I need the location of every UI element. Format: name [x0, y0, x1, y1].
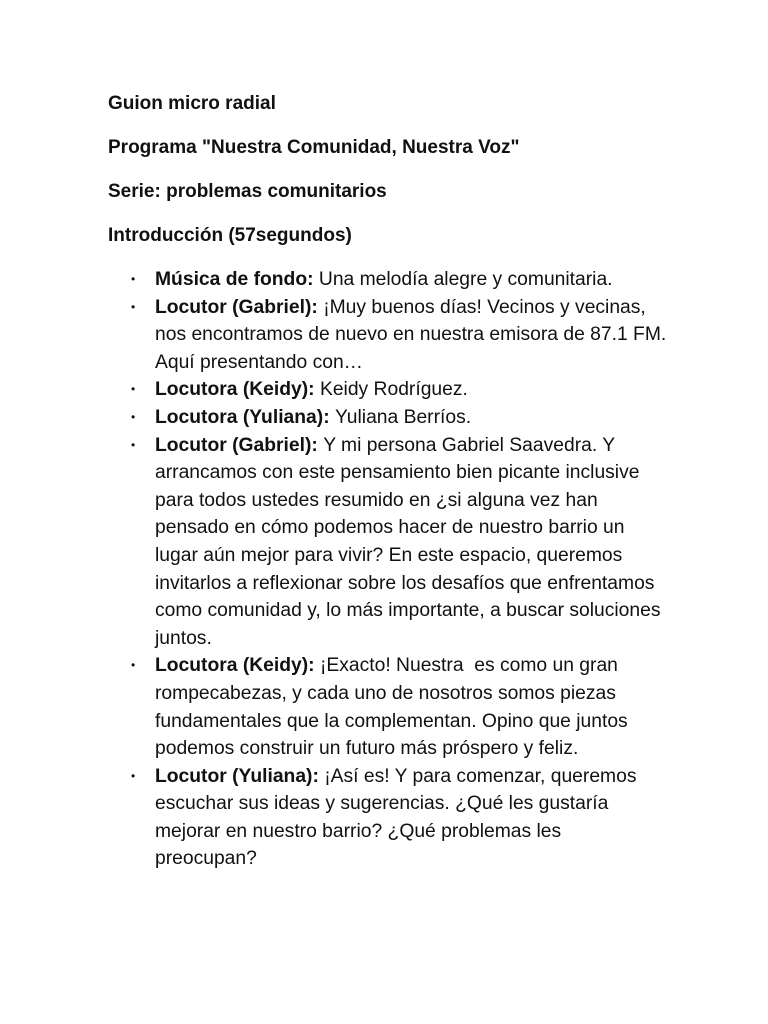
bullet-icon: • — [131, 658, 136, 673]
speaker-label: Música de fondo: — [155, 269, 319, 290]
speaker-label: Locutor (Yuliana): — [155, 765, 325, 787]
list-item — [108, 432, 668, 653]
bullet-icon: • — [131, 768, 136, 783]
line-text: Una melodía alegre y comunitaria. — [318, 269, 613, 290]
line-text: ¡Así es! Y para comenzar, queremos escuchar sus ideas y sugerencias. ¿Qué les gustaría mejorar en nuestro barrio? ¿Qué problemas les preocupan? — [155, 765, 637, 870]
line-text: ¡Muy buenos días! Vecinos y vecinas, nos encontramos de nuevo en nuestra emisora de 87.1 FM. Aquí presentando con… — [155, 296, 667, 373]
bullet-icon: • — [131, 437, 136, 452]
document-page — [108, 90, 668, 873]
list-item — [108, 652, 668, 762]
script-list — [108, 266, 668, 873]
series-name: Serie: problemas comunitarios — [108, 181, 387, 202]
line-text: Yuliana Berríos. — [334, 406, 472, 428]
speaker-label: Locutor (Gabriel): — [155, 296, 324, 318]
program-name: Programa "Nuestra Comunidad, Nuestra Voz" — [108, 137, 520, 158]
bullet-icon: • — [131, 409, 136, 424]
line-text: Y mi persona Gabriel Saavedra. Y arrancamos con este pensamiento bien picante inclusive para todos ustedes resumido en ¿si alguna vez han pensado en cómo podemos hacer de nuestro barrio un lugar aún mejor para vivir? En este espacio, queremos invitarlos a reflexionar sobre los desafíos que enfrentamos como comunidad y, lo más importante, a buscar soluciones juntos. — [155, 434, 661, 649]
speaker-label: Locutor (Gabriel): — [155, 434, 324, 456]
list-item — [108, 763, 668, 873]
bullet-icon: • — [131, 299, 136, 314]
list-item — [108, 404, 668, 432]
bullet-icon: • — [131, 272, 136, 286]
speaker-label: Locutora (Yuliana): — [155, 406, 335, 428]
speaker-label: Locutora (Keidy): — [155, 655, 320, 677]
section-heading: Introducción (57segundos) — [108, 225, 352, 246]
document-title: Guion micro radial — [108, 93, 276, 114]
list-item — [108, 294, 668, 377]
line-text: ¡Exacto! Nuestra es como un gran rompecabezas, y cada uno de nosotros somos piezas fundamentales que la complementan. Opino que juntos podemos construir un futuro más próspero y feliz. — [155, 655, 634, 760]
speaker-label: Locutora (Keidy): — [155, 379, 320, 401]
bullet-icon: • — [131, 382, 136, 397]
list-item — [108, 266, 668, 294]
list-item — [108, 376, 668, 404]
line-text: Keidy Rodríguez. — [319, 379, 468, 401]
